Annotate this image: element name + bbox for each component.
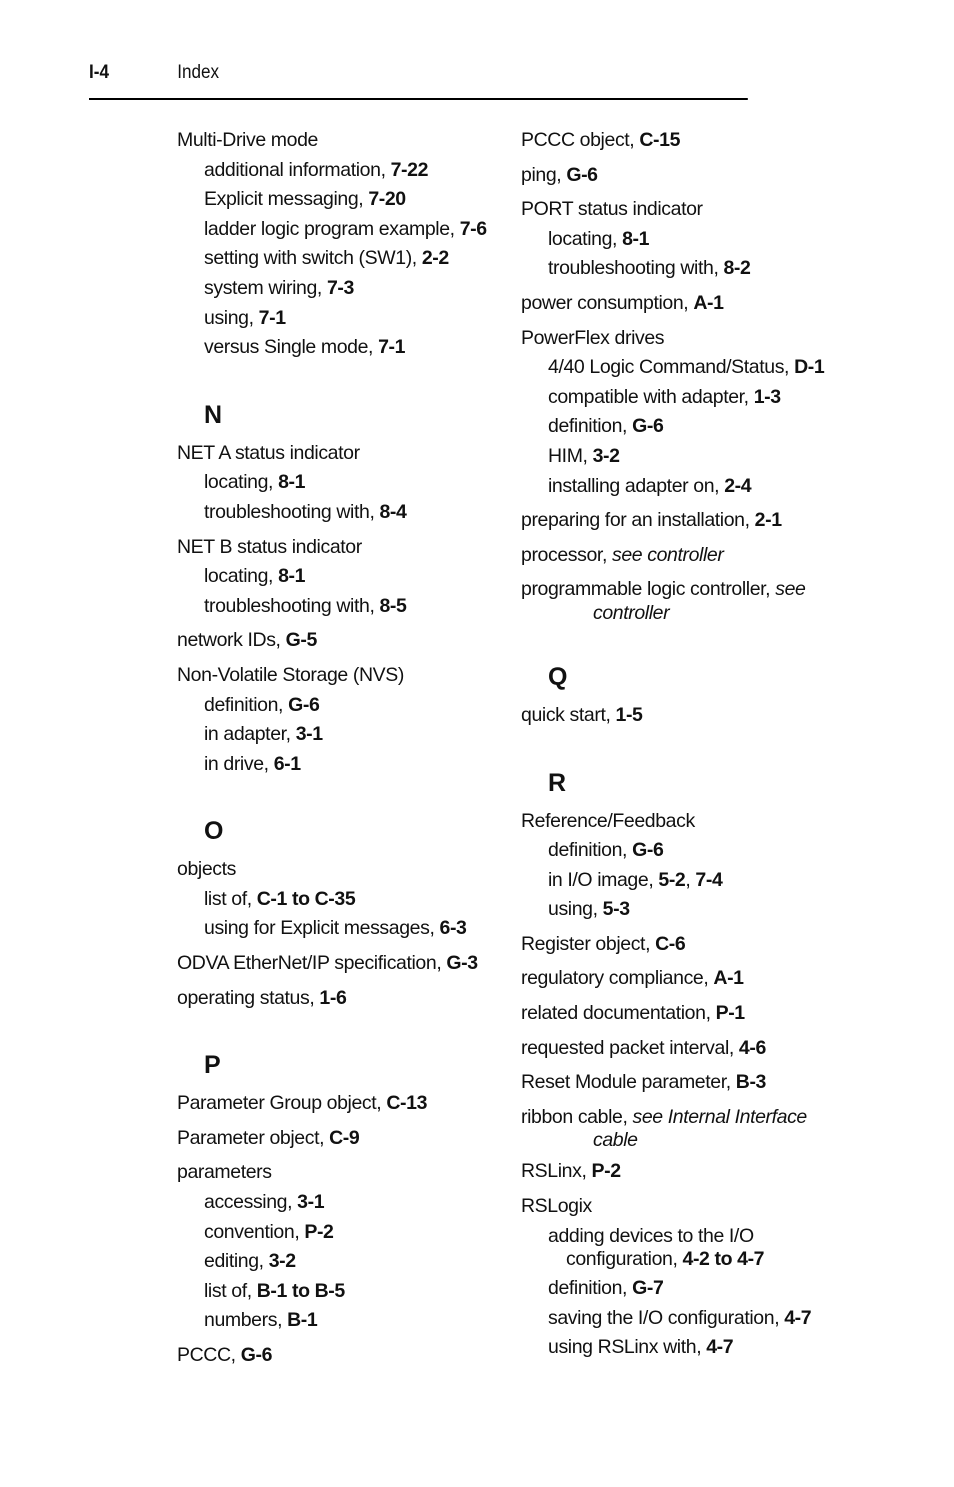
section-letter-n: N xyxy=(204,400,223,429)
index-entry: processor, see controller xyxy=(521,543,724,566)
section-letter-o: O xyxy=(204,817,224,846)
index-entry: programmable logic controller, see controller xyxy=(521,578,806,624)
index-entry: NET B status indicator locating, 8-1 troubleshooting with, 8-5 xyxy=(177,535,407,617)
index-column-left xyxy=(177,126,497,1376)
index-entry: quick start, 1-5 xyxy=(521,703,643,726)
index-entry: network IDs, G-5 xyxy=(177,629,317,652)
index-entry: operating status, 1-6 xyxy=(177,986,347,1009)
index-entry: Multi-Drive mode additional information, 7-22 Explicit messaging, 7-20 ladder logic program example, 7-6 setting with switch (SW1), 2-2 system wiring, 7-3 using, 7-1 versus Single mode, 7-1 xyxy=(177,129,487,359)
index-entry: PORT status indicator locating, 8-1 troubleshooting with, 8-2 xyxy=(521,198,751,280)
page-number: I-4 xyxy=(89,62,109,83)
index-entry: PowerFlex drives 4/40 Logic Command/Status, D-1 compatible with adapter, 1-3 definition, G-6 HIM, 3-2 installing adapter on, 2-4 xyxy=(521,326,825,497)
index-entry: RSLogix adding devices to the I/O configuration, 4-2 to 4-7 definition, G-7 saving the I/O configuration, 4-7 using RSLinx with, 4-7 xyxy=(521,1195,812,1359)
index-entry: Non-Volatile Storage (NVS) definition, G-6 in adapter, 3-1 in drive, 6-1 xyxy=(177,663,404,775)
section-letter-q: Q xyxy=(548,662,568,691)
index-entry: PCCC, G-6 xyxy=(177,1344,273,1366)
header-title: Index xyxy=(177,62,220,83)
index-entry: Register object, C-6 xyxy=(521,932,686,955)
index-entry: related documentation, P-1 xyxy=(521,1002,745,1025)
index-entry: requested packet interval, 4-6 xyxy=(521,1036,766,1059)
index-entry: Parameter object, C-9 xyxy=(177,1126,360,1149)
index-entry: objects list of, C-1 to C-35 using for Explicit messages, 6-3 xyxy=(177,858,467,940)
index-entry: Parameter Group object, C-13 xyxy=(177,1092,428,1115)
index-entry: preparing for an installation, 2-1 xyxy=(521,509,782,532)
index-entry: Reset Module parameter, B-3 xyxy=(521,1071,766,1094)
section-letter-p: P xyxy=(204,1051,221,1080)
running-header xyxy=(89,60,748,100)
index-entry: RSLinx, P-2 xyxy=(521,1160,621,1183)
index-entry: Reference/Feedback definition, G-6 in I/O image, 5-2, 7-4 using, 5-3 xyxy=(521,809,723,921)
index-entry: parameters accessing, 3-1 convention, P-2 editing, 3-2 list of, B-1 to B-5 numbers, B-1 xyxy=(177,1161,345,1332)
index-entry: ODVA EtherNet/IP specification, G-3 xyxy=(177,952,478,975)
index-entry: ribbon cable, see Internal Interface cable xyxy=(521,1105,807,1152)
index-column-right xyxy=(521,126,841,1368)
index-entry: ping, G-6 xyxy=(521,163,598,186)
index-entry: NET A status indicator locating, 8-1 troubleshooting with, 8-4 xyxy=(177,441,407,523)
section-letter-r: R xyxy=(548,768,567,797)
index-entry: PCCC object, C-15 xyxy=(521,129,681,151)
index-entry: power consumption, A-1 xyxy=(521,291,724,314)
index-entry: regulatory compliance, A-1 xyxy=(521,967,744,990)
